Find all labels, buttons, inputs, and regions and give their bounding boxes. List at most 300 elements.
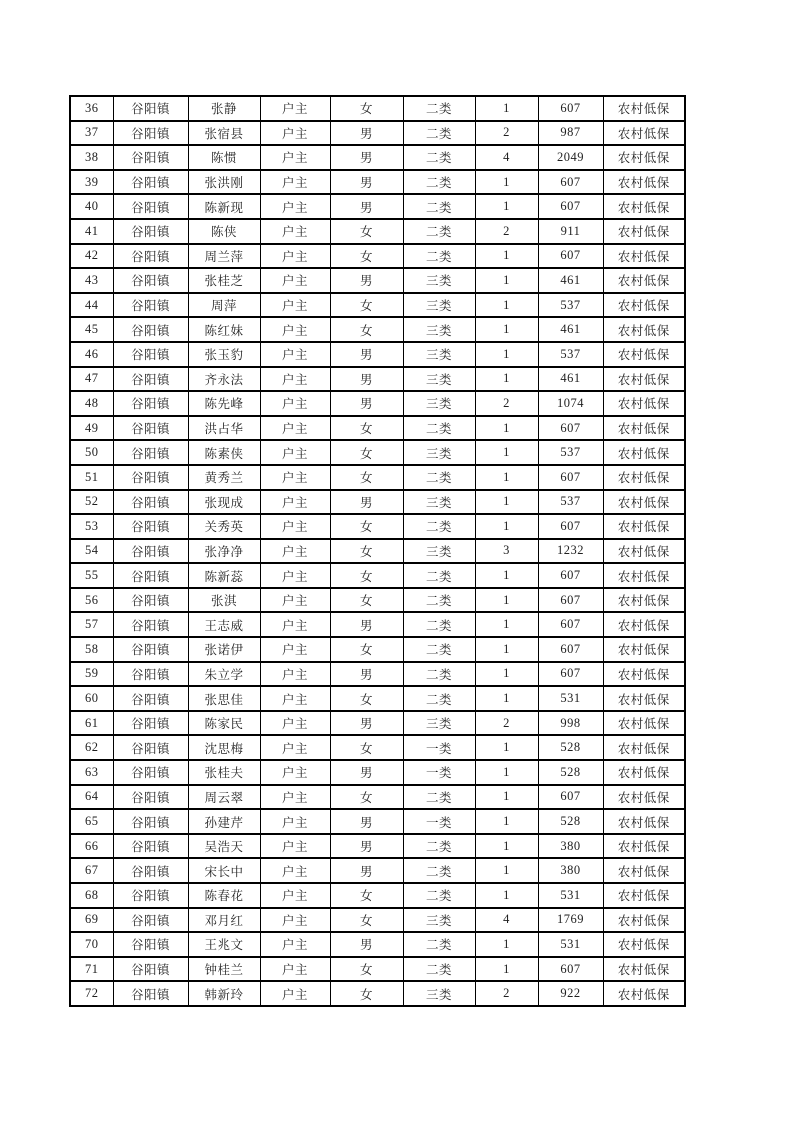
table-row bbox=[70, 809, 685, 834]
cell-benefit_type: 农村低保 bbox=[603, 391, 685, 416]
cell-index: 42 bbox=[70, 244, 113, 269]
cell-amount: 461 bbox=[538, 268, 603, 293]
table-row bbox=[70, 957, 685, 982]
cell-name: 韩新玲 bbox=[188, 981, 260, 1006]
cell-amount: 461 bbox=[538, 317, 603, 342]
cell-index: 57 bbox=[70, 612, 113, 637]
cell-name: 陈侠 bbox=[188, 219, 260, 244]
cell-gender: 女 bbox=[330, 735, 403, 760]
cell-relation: 户主 bbox=[260, 465, 330, 490]
cell-category: 二类 bbox=[403, 883, 475, 908]
cell-town: 谷阳镇 bbox=[113, 612, 188, 637]
cell-relation: 户主 bbox=[260, 293, 330, 318]
cell-category: 三类 bbox=[403, 293, 475, 318]
cell-amount: 607 bbox=[538, 957, 603, 982]
cell-index: 43 bbox=[70, 268, 113, 293]
cell-count: 1 bbox=[475, 465, 538, 490]
cell-relation: 户主 bbox=[260, 834, 330, 859]
cell-category: 二类 bbox=[403, 121, 475, 146]
cell-benefit_type: 农村低保 bbox=[603, 809, 685, 834]
table-row bbox=[70, 465, 685, 490]
cell-town: 谷阳镇 bbox=[113, 244, 188, 269]
cell-relation: 户主 bbox=[260, 416, 330, 441]
cell-benefit_type: 农村低保 bbox=[603, 883, 685, 908]
cell-amount: 922 bbox=[538, 981, 603, 1006]
cell-index: 36 bbox=[70, 96, 113, 121]
cell-count: 1 bbox=[475, 293, 538, 318]
cell-count: 1 bbox=[475, 883, 538, 908]
table-row bbox=[70, 883, 685, 908]
cell-category: 一类 bbox=[403, 809, 475, 834]
cell-amount: 528 bbox=[538, 735, 603, 760]
cell-amount: 380 bbox=[538, 858, 603, 883]
cell-benefit_type: 农村低保 bbox=[603, 539, 685, 564]
cell-count: 1 bbox=[475, 785, 538, 810]
cell-benefit_type: 农村低保 bbox=[603, 293, 685, 318]
benefit-table bbox=[69, 95, 686, 1007]
cell-benefit_type: 农村低保 bbox=[603, 858, 685, 883]
cell-count: 2 bbox=[475, 391, 538, 416]
cell-category: 三类 bbox=[403, 391, 475, 416]
cell-amount: 537 bbox=[538, 490, 603, 515]
cell-gender: 男 bbox=[330, 391, 403, 416]
cell-amount: 607 bbox=[538, 563, 603, 588]
cell-index: 61 bbox=[70, 711, 113, 736]
cell-town: 谷阳镇 bbox=[113, 490, 188, 515]
cell-name: 张静 bbox=[188, 96, 260, 121]
cell-town: 谷阳镇 bbox=[113, 194, 188, 219]
table-row bbox=[70, 686, 685, 711]
cell-town: 谷阳镇 bbox=[113, 834, 188, 859]
cell-relation: 户主 bbox=[260, 367, 330, 392]
cell-name: 宋长中 bbox=[188, 858, 260, 883]
cell-index: 38 bbox=[70, 145, 113, 170]
cell-town: 谷阳镇 bbox=[113, 588, 188, 613]
cell-category: 三类 bbox=[403, 711, 475, 736]
cell-relation: 户主 bbox=[260, 563, 330, 588]
table-row bbox=[70, 490, 685, 515]
cell-name: 沈思梅 bbox=[188, 735, 260, 760]
cell-name: 陈惯 bbox=[188, 145, 260, 170]
cell-category: 三类 bbox=[403, 539, 475, 564]
cell-relation: 户主 bbox=[260, 932, 330, 957]
cell-benefit_type: 农村低保 bbox=[603, 637, 685, 662]
cell-town: 谷阳镇 bbox=[113, 735, 188, 760]
cell-gender: 女 bbox=[330, 219, 403, 244]
cell-relation: 户主 bbox=[260, 490, 330, 515]
cell-amount: 528 bbox=[538, 760, 603, 785]
cell-relation: 户主 bbox=[260, 514, 330, 539]
cell-category: 三类 bbox=[403, 981, 475, 1006]
cell-relation: 户主 bbox=[260, 539, 330, 564]
cell-name: 陈素侠 bbox=[188, 440, 260, 465]
cell-gender: 男 bbox=[330, 145, 403, 170]
cell-count: 1 bbox=[475, 563, 538, 588]
cell-name: 张诺伊 bbox=[188, 637, 260, 662]
cell-benefit_type: 农村低保 bbox=[603, 981, 685, 1006]
cell-amount: 531 bbox=[538, 883, 603, 908]
cell-category: 二类 bbox=[403, 957, 475, 982]
cell-benefit_type: 农村低保 bbox=[603, 834, 685, 859]
cell-category: 二类 bbox=[403, 514, 475, 539]
cell-relation: 户主 bbox=[260, 244, 330, 269]
cell-count: 3 bbox=[475, 539, 538, 564]
cell-count: 1 bbox=[475, 244, 538, 269]
table-row bbox=[70, 932, 685, 957]
cell-category: 二类 bbox=[403, 858, 475, 883]
table-row bbox=[70, 342, 685, 367]
table-row bbox=[70, 637, 685, 662]
cell-town: 谷阳镇 bbox=[113, 711, 188, 736]
table-row bbox=[70, 785, 685, 810]
cell-count: 1 bbox=[475, 612, 538, 637]
cell-benefit_type: 农村低保 bbox=[603, 957, 685, 982]
cell-amount: 528 bbox=[538, 809, 603, 834]
cell-gender: 男 bbox=[330, 858, 403, 883]
cell-gender: 男 bbox=[330, 194, 403, 219]
cell-town: 谷阳镇 bbox=[113, 367, 188, 392]
cell-benefit_type: 农村低保 bbox=[603, 514, 685, 539]
cell-town: 谷阳镇 bbox=[113, 883, 188, 908]
cell-benefit_type: 农村低保 bbox=[603, 711, 685, 736]
cell-benefit_type: 农村低保 bbox=[603, 785, 685, 810]
cell-index: 66 bbox=[70, 834, 113, 859]
cell-town: 谷阳镇 bbox=[113, 342, 188, 367]
cell-category: 二类 bbox=[403, 932, 475, 957]
cell-gender: 男 bbox=[330, 612, 403, 637]
cell-index: 59 bbox=[70, 662, 113, 687]
cell-relation: 户主 bbox=[260, 662, 330, 687]
cell-index: 44 bbox=[70, 293, 113, 318]
table-row bbox=[70, 268, 685, 293]
cell-gender: 女 bbox=[330, 440, 403, 465]
table-row bbox=[70, 219, 685, 244]
cell-name: 张淇 bbox=[188, 588, 260, 613]
cell-gender: 女 bbox=[330, 244, 403, 269]
cell-category: 二类 bbox=[403, 96, 475, 121]
cell-index: 71 bbox=[70, 957, 113, 982]
cell-gender: 男 bbox=[330, 932, 403, 957]
cell-relation: 户主 bbox=[260, 957, 330, 982]
table-row bbox=[70, 514, 685, 539]
cell-amount: 911 bbox=[538, 219, 603, 244]
cell-gender: 女 bbox=[330, 785, 403, 810]
cell-gender: 女 bbox=[330, 293, 403, 318]
cell-category: 二类 bbox=[403, 662, 475, 687]
cell-count: 4 bbox=[475, 145, 538, 170]
cell-index: 62 bbox=[70, 735, 113, 760]
cell-index: 39 bbox=[70, 170, 113, 195]
cell-count: 1 bbox=[475, 342, 538, 367]
cell-index: 53 bbox=[70, 514, 113, 539]
cell-count: 4 bbox=[475, 908, 538, 933]
cell-relation: 户主 bbox=[260, 194, 330, 219]
cell-benefit_type: 农村低保 bbox=[603, 686, 685, 711]
cell-amount: 607 bbox=[538, 662, 603, 687]
cell-count: 1 bbox=[475, 662, 538, 687]
cell-amount: 531 bbox=[538, 932, 603, 957]
table-row bbox=[70, 588, 685, 613]
cell-count: 1 bbox=[475, 170, 538, 195]
table-body bbox=[70, 96, 685, 1006]
cell-count: 1 bbox=[475, 588, 538, 613]
cell-count: 1 bbox=[475, 514, 538, 539]
cell-benefit_type: 农村低保 bbox=[603, 908, 685, 933]
cell-amount: 607 bbox=[538, 588, 603, 613]
cell-gender: 男 bbox=[330, 760, 403, 785]
cell-index: 65 bbox=[70, 809, 113, 834]
cell-index: 56 bbox=[70, 588, 113, 613]
cell-index: 72 bbox=[70, 981, 113, 1006]
cell-count: 1 bbox=[475, 96, 538, 121]
cell-benefit_type: 农村低保 bbox=[603, 932, 685, 957]
cell-name: 陈先峰 bbox=[188, 391, 260, 416]
cell-benefit_type: 农村低保 bbox=[603, 563, 685, 588]
cell-index: 52 bbox=[70, 490, 113, 515]
cell-amount: 1074 bbox=[538, 391, 603, 416]
cell-category: 二类 bbox=[403, 563, 475, 588]
cell-relation: 户主 bbox=[260, 317, 330, 342]
cell-name: 关秀英 bbox=[188, 514, 260, 539]
cell-gender: 男 bbox=[330, 121, 403, 146]
table-row bbox=[70, 391, 685, 416]
cell-category: 三类 bbox=[403, 908, 475, 933]
cell-town: 谷阳镇 bbox=[113, 170, 188, 195]
cell-gender: 男 bbox=[330, 170, 403, 195]
cell-category: 二类 bbox=[403, 612, 475, 637]
cell-amount: 987 bbox=[538, 121, 603, 146]
cell-amount: 1769 bbox=[538, 908, 603, 933]
cell-index: 37 bbox=[70, 121, 113, 146]
cell-amount: 461 bbox=[538, 367, 603, 392]
cell-name: 陈红妹 bbox=[188, 317, 260, 342]
cell-gender: 男 bbox=[330, 490, 403, 515]
cell-index: 69 bbox=[70, 908, 113, 933]
cell-gender: 女 bbox=[330, 563, 403, 588]
cell-town: 谷阳镇 bbox=[113, 809, 188, 834]
cell-relation: 户主 bbox=[260, 170, 330, 195]
cell-category: 二类 bbox=[403, 637, 475, 662]
cell-town: 谷阳镇 bbox=[113, 514, 188, 539]
cell-gender: 女 bbox=[330, 317, 403, 342]
table-row bbox=[70, 170, 685, 195]
cell-benefit_type: 农村低保 bbox=[603, 145, 685, 170]
cell-town: 谷阳镇 bbox=[113, 416, 188, 441]
cell-amount: 531 bbox=[538, 686, 603, 711]
cell-name: 陈春花 bbox=[188, 883, 260, 908]
cell-benefit_type: 农村低保 bbox=[603, 662, 685, 687]
cell-index: 68 bbox=[70, 883, 113, 908]
cell-index: 63 bbox=[70, 760, 113, 785]
cell-benefit_type: 农村低保 bbox=[603, 219, 685, 244]
cell-benefit_type: 农村低保 bbox=[603, 317, 685, 342]
cell-benefit_type: 农村低保 bbox=[603, 440, 685, 465]
cell-amount: 607 bbox=[538, 514, 603, 539]
cell-town: 谷阳镇 bbox=[113, 858, 188, 883]
cell-relation: 户主 bbox=[260, 637, 330, 662]
cell-count: 1 bbox=[475, 416, 538, 441]
cell-benefit_type: 农村低保 bbox=[603, 96, 685, 121]
cell-town: 谷阳镇 bbox=[113, 219, 188, 244]
table-row bbox=[70, 539, 685, 564]
cell-benefit_type: 农村低保 bbox=[603, 760, 685, 785]
table-row bbox=[70, 293, 685, 318]
cell-count: 1 bbox=[475, 268, 538, 293]
cell-gender: 男 bbox=[330, 268, 403, 293]
cell-relation: 户主 bbox=[260, 735, 330, 760]
cell-town: 谷阳镇 bbox=[113, 662, 188, 687]
cell-relation: 户主 bbox=[260, 981, 330, 1006]
cell-name: 钟桂兰 bbox=[188, 957, 260, 982]
cell-benefit_type: 农村低保 bbox=[603, 465, 685, 490]
cell-name: 吴浩天 bbox=[188, 834, 260, 859]
cell-amount: 537 bbox=[538, 293, 603, 318]
cell-category: 三类 bbox=[403, 367, 475, 392]
cell-relation: 户主 bbox=[260, 760, 330, 785]
cell-count: 1 bbox=[475, 809, 538, 834]
table-row bbox=[70, 145, 685, 170]
cell-relation: 户主 bbox=[260, 342, 330, 367]
cell-amount: 998 bbox=[538, 711, 603, 736]
cell-relation: 户主 bbox=[260, 268, 330, 293]
cell-category: 二类 bbox=[403, 219, 475, 244]
cell-category: 二类 bbox=[403, 785, 475, 810]
cell-index: 54 bbox=[70, 539, 113, 564]
cell-gender: 男 bbox=[330, 834, 403, 859]
cell-benefit_type: 农村低保 bbox=[603, 194, 685, 219]
table-row bbox=[70, 858, 685, 883]
table-row bbox=[70, 735, 685, 760]
cell-gender: 女 bbox=[330, 883, 403, 908]
cell-gender: 女 bbox=[330, 416, 403, 441]
table-row bbox=[70, 440, 685, 465]
cell-category: 二类 bbox=[403, 834, 475, 859]
cell-town: 谷阳镇 bbox=[113, 293, 188, 318]
cell-name: 周兰萍 bbox=[188, 244, 260, 269]
cell-town: 谷阳镇 bbox=[113, 268, 188, 293]
table-row bbox=[70, 908, 685, 933]
cell-index: 46 bbox=[70, 342, 113, 367]
cell-name: 洪占华 bbox=[188, 416, 260, 441]
cell-count: 2 bbox=[475, 121, 538, 146]
cell-town: 谷阳镇 bbox=[113, 785, 188, 810]
cell-category: 二类 bbox=[403, 465, 475, 490]
cell-name: 张宿县 bbox=[188, 121, 260, 146]
cell-count: 1 bbox=[475, 637, 538, 662]
cell-gender: 女 bbox=[330, 539, 403, 564]
cell-relation: 户主 bbox=[260, 440, 330, 465]
cell-relation: 户主 bbox=[260, 96, 330, 121]
table-row bbox=[70, 711, 685, 736]
cell-relation: 户主 bbox=[260, 785, 330, 810]
cell-town: 谷阳镇 bbox=[113, 686, 188, 711]
cell-index: 51 bbox=[70, 465, 113, 490]
cell-count: 1 bbox=[475, 932, 538, 957]
cell-gender: 男 bbox=[330, 711, 403, 736]
cell-amount: 2049 bbox=[538, 145, 603, 170]
table-row bbox=[70, 194, 685, 219]
cell-amount: 537 bbox=[538, 342, 603, 367]
cell-gender: 女 bbox=[330, 957, 403, 982]
cell-index: 41 bbox=[70, 219, 113, 244]
cell-town: 谷阳镇 bbox=[113, 932, 188, 957]
table-row bbox=[70, 834, 685, 859]
cell-gender: 女 bbox=[330, 514, 403, 539]
cell-benefit_type: 农村低保 bbox=[603, 367, 685, 392]
cell-category: 二类 bbox=[403, 244, 475, 269]
cell-relation: 户主 bbox=[260, 883, 330, 908]
cell-relation: 户主 bbox=[260, 145, 330, 170]
cell-gender: 男 bbox=[330, 809, 403, 834]
cell-name: 张桂芝 bbox=[188, 268, 260, 293]
cell-name: 张现成 bbox=[188, 490, 260, 515]
cell-gender: 女 bbox=[330, 908, 403, 933]
cell-index: 70 bbox=[70, 932, 113, 957]
cell-town: 谷阳镇 bbox=[113, 96, 188, 121]
table-row bbox=[70, 662, 685, 687]
cell-index: 60 bbox=[70, 686, 113, 711]
cell-index: 49 bbox=[70, 416, 113, 441]
cell-name: 齐永法 bbox=[188, 367, 260, 392]
cell-amount: 607 bbox=[538, 637, 603, 662]
cell-benefit_type: 农村低保 bbox=[603, 416, 685, 441]
table-row bbox=[70, 416, 685, 441]
cell-town: 谷阳镇 bbox=[113, 465, 188, 490]
cell-town: 谷阳镇 bbox=[113, 563, 188, 588]
cell-gender: 女 bbox=[330, 465, 403, 490]
cell-amount: 607 bbox=[538, 416, 603, 441]
cell-name: 张净净 bbox=[188, 539, 260, 564]
cell-index: 58 bbox=[70, 637, 113, 662]
cell-category: 三类 bbox=[403, 440, 475, 465]
cell-count: 1 bbox=[475, 194, 538, 219]
cell-count: 1 bbox=[475, 440, 538, 465]
cell-gender: 女 bbox=[330, 96, 403, 121]
cell-index: 40 bbox=[70, 194, 113, 219]
cell-count: 1 bbox=[475, 490, 538, 515]
cell-count: 1 bbox=[475, 858, 538, 883]
cell-index: 50 bbox=[70, 440, 113, 465]
cell-amount: 537 bbox=[538, 440, 603, 465]
cell-category: 二类 bbox=[403, 416, 475, 441]
cell-name: 朱立学 bbox=[188, 662, 260, 687]
table-row bbox=[70, 563, 685, 588]
cell-category: 二类 bbox=[403, 194, 475, 219]
cell-name: 陈家民 bbox=[188, 711, 260, 736]
cell-category: 二类 bbox=[403, 145, 475, 170]
cell-benefit_type: 农村低保 bbox=[603, 268, 685, 293]
cell-town: 谷阳镇 bbox=[113, 957, 188, 982]
cell-count: 2 bbox=[475, 981, 538, 1006]
cell-name: 周云翠 bbox=[188, 785, 260, 810]
cell-amount: 607 bbox=[538, 465, 603, 490]
cell-name: 陈新蕊 bbox=[188, 563, 260, 588]
cell-benefit_type: 农村低保 bbox=[603, 490, 685, 515]
cell-town: 谷阳镇 bbox=[113, 317, 188, 342]
cell-name: 王兆文 bbox=[188, 932, 260, 957]
cell-count: 1 bbox=[475, 760, 538, 785]
cell-name: 黄秀兰 bbox=[188, 465, 260, 490]
cell-relation: 户主 bbox=[260, 809, 330, 834]
table-row bbox=[70, 760, 685, 785]
cell-count: 1 bbox=[475, 317, 538, 342]
cell-name: 孙建芹 bbox=[188, 809, 260, 834]
cell-town: 谷阳镇 bbox=[113, 440, 188, 465]
cell-category: 三类 bbox=[403, 268, 475, 293]
cell-count: 1 bbox=[475, 834, 538, 859]
cell-town: 谷阳镇 bbox=[113, 981, 188, 1006]
cell-town: 谷阳镇 bbox=[113, 908, 188, 933]
